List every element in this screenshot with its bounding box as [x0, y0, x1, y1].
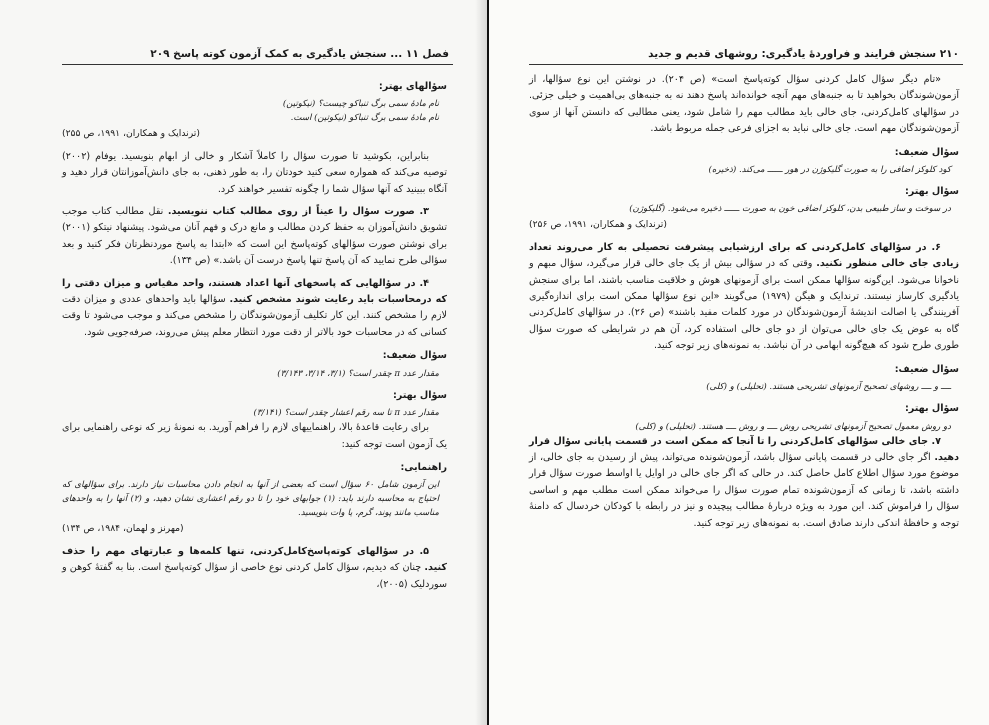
- example-item: این آزمون شامل ۶۰ سؤال است که بعضی از آنها به انجام دادن محاسبات نیاز دارند. برای سؤالهای که احتیاج به محاسبه دارند باید: (۱) جوابهای خود را تا دو رقم اعشاری نشان دهید، و (۲) آنها را به واحدهای مناسب مانند پوند، گرم، یا وات بنویسید.: [62, 480, 440, 519]
- example-label: سؤالهای بهتر:: [378, 81, 447, 92]
- paragraph: [62, 204, 447, 270]
- example-label: سؤال ضعیف:: [894, 146, 959, 158]
- paragraph: [62, 544, 447, 593]
- example-label: سؤال بهتر:: [392, 389, 447, 401]
- right-page: [489, 0, 989, 725]
- paragraph-text: سؤالها باید واحدهای عددی و میزان دقت لازم را مشخص کنند. این کار تکلیف آزمون‌شوندگان را مشخص می‌کند و موجب می‌شود تا وقت کسانی که در محاسبات خود بالاتر از دقت مورد انتظار معلم پیش می‌روند، صرفه‌جویی شود.: [62, 294, 447, 338]
- paragraph: [62, 149, 447, 198]
- gutter-shadow: [475, 0, 487, 725]
- example-label: سؤال ضعیف:: [894, 363, 959, 375]
- citation: (ترندایک و همکاران، ۱۹۹۱، ص ۲۵۵): [62, 128, 200, 140]
- example-item: دو روش معمول تصحیح آزمونهای تشریحی روش ــــ و روش ــــ هستند. (تحلیلی) و (کلی): [635, 421, 951, 432]
- paragraph-text: چنان که دیدیم، سؤال کامل کردنی نوع خاصی از سؤال کوته‌پاسخ است. بنا به گفتهٔ کوهن و سوردلیک (۲۰۰۵)،: [62, 562, 447, 590]
- left-page: [0, 0, 487, 725]
- paragraph: [529, 240, 959, 355]
- paragraph: [529, 72, 959, 138]
- citation: (ترندایک و همکاران، ۱۹۹۱، ص ۲۵۶): [529, 219, 667, 231]
- paragraph-text: بنابراین، بکوشید تا صورت سؤال را کاملاً آشکار و خالی از ابهام بنویسید. یوفام (۲۰۰۲) توصیه می‌کند که همواره سعی کنید خودتان را، به طور ذهنی، به جای دانش‌آموزانتان قرار دهید و آنگاه ببینید که آنها سؤال شما را چگونه تفسیر خواهند کرد.: [62, 150, 447, 195]
- example-item: نام مادهٔ سمی برگ تنباکو (نیکوتین) است.: [290, 113, 439, 124]
- rule-heading: ۷. جای خالی سؤالهای کامل‌کردنی را تا آنجا که ممکن است در قسمت پایانی سؤال قرار دهید.: [529, 435, 959, 463]
- header-rule: [62, 64, 453, 65]
- example-item: در سوخت و ساز طبیعی بدن، کلوکز اضافی خون به صورت ــــــ ذخیره می‌شود. (گلیکوژن): [629, 204, 951, 215]
- page-body: [529, 72, 959, 538]
- rule-heading: ۶. در سؤالهای کامل‌کردنی که برای ارزشیابی پیشرفت تحصیلی به کار می‌روند تعداد زیادی جای خالی منظور نکنید.: [529, 241, 959, 270]
- example-item: ــــ و ــــ روشهای تصحیح آزمونهای تشریحی هستند. (تحلیلی) و (کلی): [706, 382, 951, 393]
- paragraph-text: وقتی که در سؤالی بیش از یک جای خالی قرار می‌گیرد، سؤال مبهم و ناخوانا می‌شود. این‌گونه سؤالها ممکن است برای آزمونهای هوش و خلاقیت مناسب باشند، اما برای سنجش یادگیری کارساز نیستند. ترندایک و هیگن (۱۹۷۹) می‌گویند «این نوع سؤالها ممکن است برای اندازه‌گیری آفرینندگی یا اصالت اندیشهٔ آزمون‌شوندگان در مورد کلمات مفید باشند» (ص ۲۶). در سؤالهای کامل‌کردنی گاه به عوض یک جای خالی می‌توان از دو جای خالی استفاده کرد، آن هم در شرایطی که صورت سؤال طوری طرح شود که هیچ‌گونه ابهامی در آن نباشد. به نمونه‌های زیر توجه کنید.: [529, 258, 959, 352]
- example-label: راهنمایی:: [400, 461, 447, 473]
- example-item: مقدار عدد π چقدر است؟ (۳/۱، ۳/۱۴، ۳/۱۴۳): [277, 368, 439, 379]
- page-body: [62, 72, 447, 599]
- header-rule: [529, 64, 963, 65]
- example-item: کود کلوکز اضافی را به صورت گلیکوژن در هور ــــــ می‌کند. (ذخیره): [708, 165, 951, 176]
- paragraph-text: نقل مطالب کتاب موجب تشویق دانش‌آموزان به حفظ کردن مطالب و مانع درک و فهم آنان می‌شود. پیشنهاد نیتکو (۲۰۰۱) برای نوشتن صورت سؤالهای کوته‌پاسخ این است که «ابتدا به پاسخ موردنظرتان فکر کنید و بعد سؤالی طرح نمایید که آن پاسخ تنها پاسخ درست آن باشد.» (ص ۱۳۴).: [62, 206, 447, 267]
- paragraph-text: برای رعایت قاعدهٔ بالا، راهنماییهای لازم را فراهم آورید. به نمونهٔ زیر که نوعی راهنمایی برای یک آزمون است توجه کنید:: [62, 422, 447, 450]
- example-label: سؤال بهتر:: [904, 186, 959, 198]
- paragraph: [62, 276, 447, 342]
- example-item: نام مادهٔ سمی برگ تنباکو چیست؟ (نیکوتین): [282, 99, 439, 110]
- citation: (مهرنز و لهمان، ۱۹۸۴، ص ۱۳۴): [62, 523, 184, 535]
- rule-heading: ۵. در سؤالهای کوته‌پاسخ‌کامل‌کردنی، تنها کلمه‌ها و عبارتهای مهم را حذف کنید.: [62, 545, 447, 574]
- example-item: مقدار عدد π تا سه رقم اعشار چقدر است؟ (۳/۱۴۱): [253, 408, 439, 419]
- rule-heading: ۳. صورت سؤال را عیناً از روی مطالب کتاب ننویسید.: [167, 206, 429, 218]
- paragraph: [529, 434, 959, 532]
- example-label: سؤال بهتر:: [904, 403, 959, 415]
- page-header: فصل ۱۱ ... سنجش یادگیری به کمک آزمون کوته پاسخ ۲۰۹: [150, 48, 449, 60]
- rule-heading: ۴. در سؤالهایی که پاسخهای آنها اعداد هستند، واحد مقیاس و میزان دقتی را که درمحاسبات باید رعایت شوند مشخص کنید.: [62, 277, 447, 306]
- paragraph-text: اگر جای خالی در قسمت پایانی سؤال باشد، آزمون‌شونده می‌تواند، پیش از رسیدن به جای خالی، از موضوع مورد سؤال اطلاع کامل حاصل کند. در حالی که اگر جای خالی در اوایل یا اواسط صورت سؤال قرار داشته باشد، تا زمانی که آزمون‌شونده تمام صورت سؤال را می‌خواند ممکن است مطلب مهم و اساسی سؤال را فراموش کند. این مورد به ویژه دربارهٔ مطالب پیچیده و نیز در رابطه با کودکان خردسال که دامنهٔ توجه و حافظهٔ اندکی دارند صادق است. به نمونه‌های زیر توجه کنید.: [529, 451, 959, 529]
- example-label: سؤال ضعیف:: [382, 350, 447, 362]
- page-header: ۲۱۰ سنجش فرایند و فراوردهٔ یادگیری: روشهای قدیم و جدید: [648, 48, 959, 60]
- paragraph: [62, 420, 447, 453]
- paragraph-text: «تام دیگر سؤال کامل کردنی سؤال کوته‌پاسخ است» (ص ۲۰۴). در نوشتن این نوع سؤالها، از آزمون‌شوندگان بخواهید تا به جنبه‌های مهم آنچه خوانده‌اند پاسخ دهند نه به جنبه‌های بی‌اهمیت و خیلی جزئی. در سؤالهای کامل‌کردنی، جای خالی باید مطالب مهم را شامل شود، یعنی مطالبی که دانستن آنها از سوی آزمون‌شوندگان مهم است. جای خالی نباید به اجزای فرعی جمله مربوط باشد.: [529, 74, 959, 135]
